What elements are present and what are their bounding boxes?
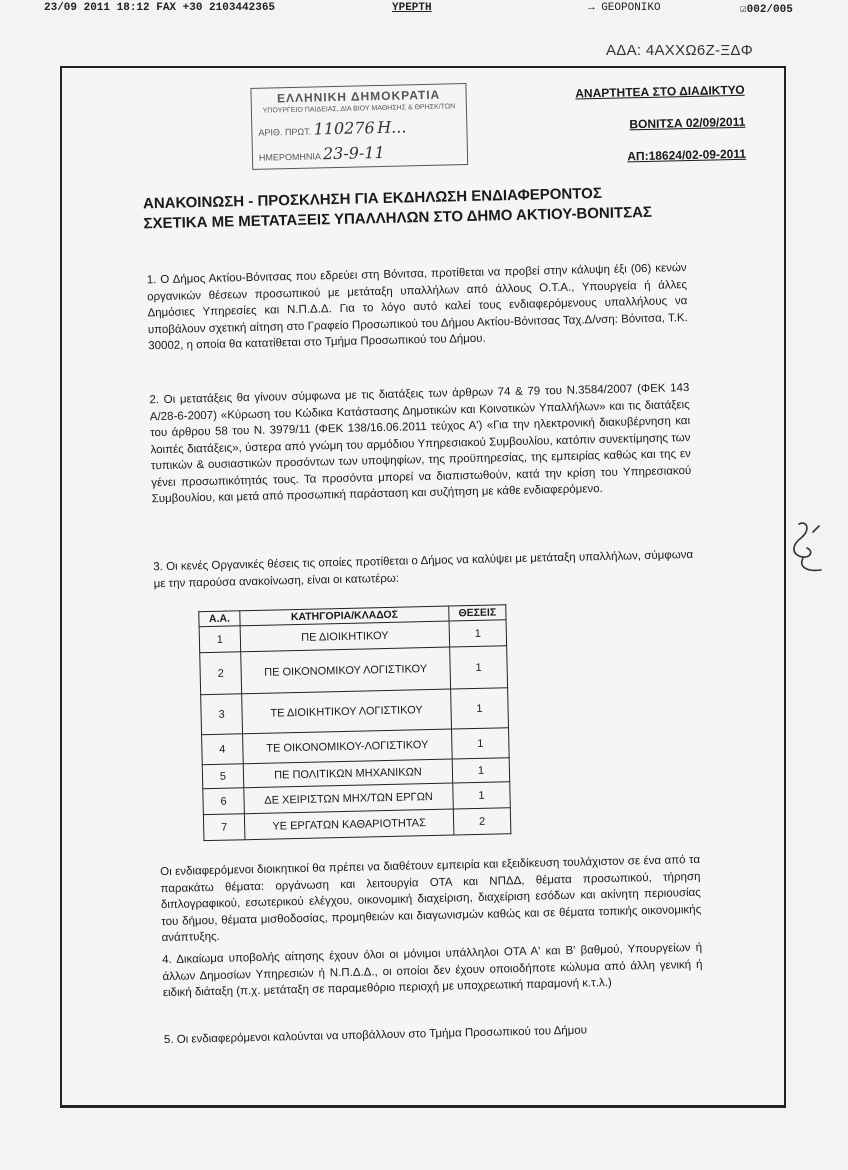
- cell-category: ΥΕ ΕΡΓΑΤΩΝ ΚΑΘΑΡΙΟΤΗΤΑΣ: [244, 809, 454, 840]
- paragraph-5: 5. Οι ενδιαφερόμενοι καλούνται να υποβάλλουν στο Τμήμα Προσωπικού του Δήμου: [163, 1024, 588, 1047]
- paragraph-4: 4. Δικαίωμα υποβολής αίτησης έχουν όλοι οι μόνιμοι υπάλληλοι ΟΤΑ Α' και Β' βαθμού, Υπουργείων ή άλλων Δημοσίων Υπηρεσιών ή Ν.Π.Δ.Δ., οι οποίοι δεν έχουν οποιοδήποτε κώλυμα από άλλη γενική ή ειδική διάταξη (π.χ. μετάταξη σε παραμεθόριο περιοχή με υποχρεωτική παραμονή κ.τ.λ.): [162, 941, 703, 1000]
- protocol-number: ΑΠ:18624/02-09-2011: [627, 146, 747, 164]
- cell-positions: 1: [452, 728, 510, 759]
- cell-aa: 1: [199, 626, 241, 653]
- cell-aa: 6: [203, 788, 245, 815]
- stamp-protocol-value: 110276: [313, 118, 375, 139]
- document-title: ΑΝΑΚΟΙΝΩΣΗ - ΠΡΟΣΚΛΗΣΗ ΓΙΑ ΕΚΔΗΛΩΣΗ ΕΝΔΙΑΦΕΡΟΝΤΟΣ ΣΧΕΤΙΚΑ ΜΕ ΜΕΤΑΤΑΞΕΙΣ ΥΠΑΛΛΗΛΩΝ ΣΤΟ ΔΗΜΟ ΑΚΤΙΟΥ-ΒΟΝΙΤΣΑΣ: [142, 184, 653, 233]
- cell-positions: 2: [453, 808, 511, 835]
- cell-category: ΠΕ ΠΟΛΙΤΙΚΩΝ ΜΗΧΑΝΙΚΩΝ: [243, 759, 452, 788]
- fax-header: [0, 0, 848, 16]
- cell-aa: 4: [202, 734, 244, 765]
- table-row: [200, 646, 508, 695]
- paragraph-1: 1. Ο Δήμος Ακτίου-Βόνιτσας που εδρεύει στη Βόνιτσα, προτίθεται να προβεί στην κάλυψη έξι (06) κενών οργανικών θέσεων προσωπικού με μετάταξη υπαλλήλων από άλλους Ο.Τ.Α., Υπουργεία ή άλλες Δημόσιες Υπηρεσίες και Ν.Π.Δ.Δ. Για το λόγο αυτό καλεί τους ενδιαφερόμενους υπαλλήλους να υποβάλουν σχετική αίτηση στο Γραφείο Προσωπικού του Δήμου Ακτίου-Βόνιτσας Ταχ.Δ/νση: Βόνιτσα, Τ.Κ. 30002, η οποία θα κατατίθεται στο Τμήμα Προσωπικού του Δήμου.: [146, 262, 688, 353]
- positions-table: [198, 604, 511, 841]
- stamp-date-label: ΗΜΕΡΟΜΗΝΙΑ: [258, 151, 321, 163]
- stamp-date-row: [259, 141, 461, 165]
- cell-positions: 1: [449, 620, 507, 647]
- paragraph-3: 3. Οι κενές Οργανικές θέσεις τις οποίες προτίθεται ο Δήμος να καλύψει με μετάταξη υπαλλήλων, σύμφωνα με την παρούσα ανακοίνωση, είναι οι κατωτέρω:: [153, 548, 694, 590]
- header-positions: ΘΕΣΕΙΣ: [449, 605, 506, 621]
- fax-sender: ΥΡΕΡΤΗ: [392, 2, 432, 14]
- cell-category: ΠΕ ΔΙΟΙΚΗΤΙΚΟΥ: [240, 621, 450, 652]
- cell-aa: 2: [200, 652, 242, 695]
- cell-positions: 1: [452, 758, 510, 783]
- cell-category: ΤΕ ΟΙΚΟΝΟΜΙΚΟΥ-ΛΟΓΙΣΤΙΚΟΥ: [243, 729, 453, 764]
- place-date: ΒΟΝΙΤΣΑ 02/09/2011: [629, 114, 746, 132]
- cell-aa: 5: [202, 764, 244, 789]
- cell-aa: 3: [201, 694, 243, 735]
- protocol-stamp: [250, 83, 468, 170]
- paragraph-qualifications: Οι ενδιαφερόμενοι διοικητικοί θα πρέπει να διαθέτουν εμπειρία και εξειδίκευση τουλάχιστον σε ένα από τα παρακάτω θέματα: οργάνωση και λειτουργία ΟΤΑ και ΝΠΔΔ, θέματα προσωπικού, τήρηση διπλογραφικού, εσωτερικού ελέγχου, οικονομική διαχείριση, διαχείριση εσόδων και ακίνητη περιουσίας του δήμου, θέματα μισθοδοσίας, προμηθειών και διαγωνισμών καθώς και σε θέματα τοπικής οικονομικής ανάπτυξης.: [160, 853, 702, 945]
- cell-positions: 1: [451, 688, 509, 729]
- table-row: [203, 808, 511, 841]
- cell-positions: 1: [453, 782, 511, 809]
- stamp-ministry: ΥΠΟΥΡΓΕΙΟ ΠΑΙΔΕΙΑΣ, ΔΙΑ ΒΙΟΥ ΜΑΘΗΣΗΣ & ΘΡΗΣΚ/ΤΩΝ: [262, 103, 456, 115]
- header-right: [575, 83, 746, 183]
- fax-receiver: → GEOPONIKO: [588, 2, 661, 14]
- stamp-date-value: 23-9-11: [322, 142, 385, 164]
- cell-category: ΔΕ ΧΕΙΡΙΣΤΩΝ ΜΗΧ/ΤΩΝ ΕΡΓΩΝ: [244, 783, 454, 814]
- paragraph-2: 2. Οι μετατάξεις θα γίνουν σύμφωνα με τις διατάξεις των άρθρων 74 & 79 του Ν.3584/2007 (ΦΕΚ 143 Α/28-6-2007) «Κύρωση του Κώδικα Κατάστασης Δημοτικών και Κοινοτικών Υπαλλήλων» και τις διατάξεις του άρθρου 58 του Ν. 3979/11 (ΦΕΚ 138/16.06.2011 τεύχος Α') «Για την ηλεκτρονική διακυβέρνηση και λοιπές διατάξεις», ύστερα από γνώμη του αρμόδιου Υπηρεσιακού Συμβουλίου, κατόπιν συνεκτίμησης των τυπικών & ουσιαστικών προσόντων των υποψηφίων, της προϋπηρεσίας, της εμπειρίας καθώς και της εν γένει προσωπικότητάς τους. Τα προσόντα μπορεί να διαπιστωθούν, κατά την κρίση του Υπηρεσιακού Συμβουλίου, και μετά από προσωπική παράσταση και συζήτηση με κάθε ενδιαφερόμενο.: [149, 382, 692, 506]
- cell-aa: 7: [203, 814, 245, 841]
- stamp-protocol-label: ΑΡΙΘ. ΠΡΩΤ.: [258, 126, 312, 138]
- cell-category: ΤΕ ΔΙΟΙΚΗΤΙΚΟΥ ΛΟΓΙΣΤΙΚΟΥ: [242, 689, 452, 734]
- header-category: ΚΑΤΗΓΟΡΙΑ/ΚΛΑΔΟΣ: [240, 606, 449, 626]
- cell-category: ΠΕ ΟΙΚΟΝΟΜΙΚΟΥ ΛΟΓΙΣΤΙΚΟΥ: [241, 647, 451, 694]
- stamp-title: ΕΛΛΗΝΙΚΗ ΔΗΜΟΚΡΑΤΙΑ: [276, 87, 441, 106]
- ada-code: ΑΔΑ: 4ΑΧΧΩ6Ζ-ΞΔΦ: [606, 42, 753, 59]
- cell-positions: 1: [450, 646, 508, 689]
- header-aa: Α.Α.: [199, 611, 240, 627]
- fax-datetime: 23/09 2011 18:12 FAX +30 2103442365: [44, 2, 276, 14]
- stamp-protocol-suffix: Η...: [376, 117, 407, 138]
- publish-notice: ΑΝΑΡΤΗΤΕΑ ΣΤΟ ΔΙΑΔΙΚΤΥΟ: [575, 82, 745, 101]
- table-row: [201, 688, 509, 735]
- handwritten-mark-icon: [785, 518, 831, 578]
- stamp-protocol-row: [258, 116, 460, 140]
- fax-page-number: ☑002/005: [740, 4, 793, 16]
- document-content: [62, 66, 786, 1108]
- document-frame: [60, 66, 786, 1108]
